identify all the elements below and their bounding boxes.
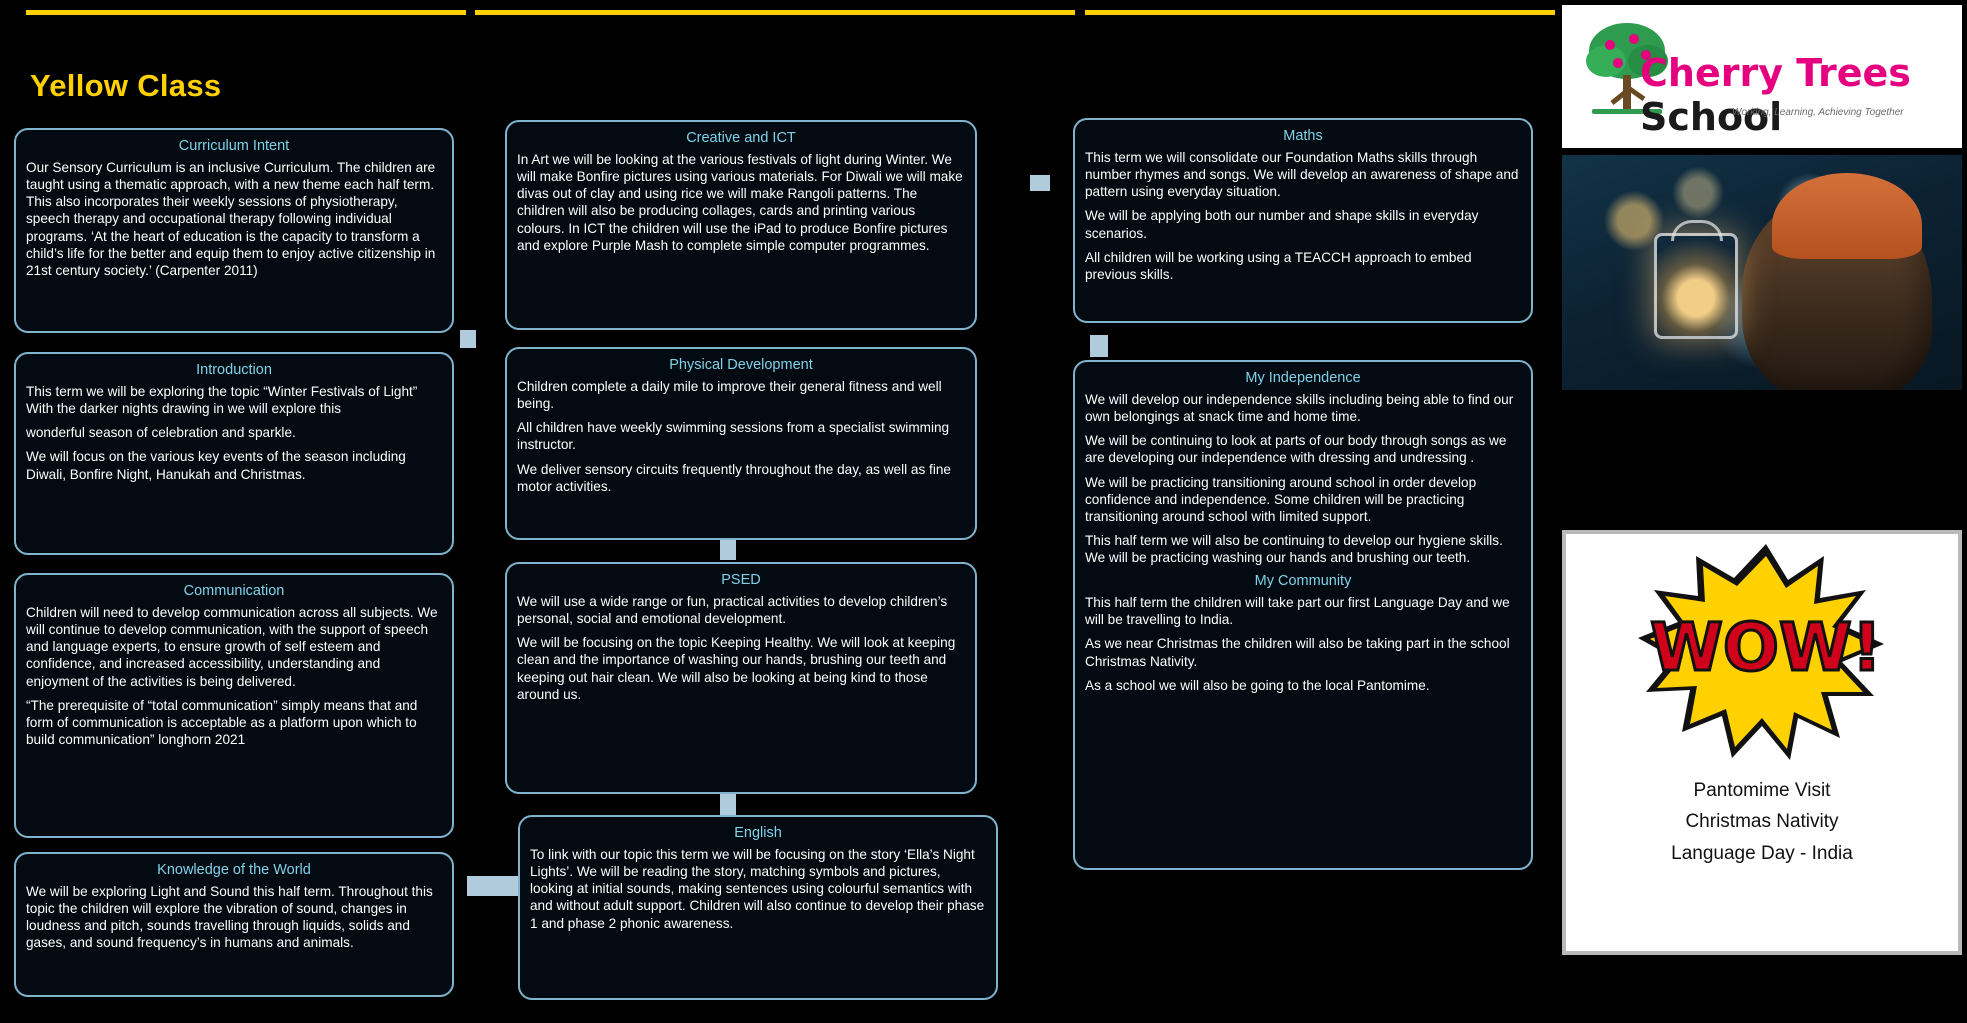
page-title: Yellow Class — [30, 68, 222, 103]
card-physical-development-header: Physical Development — [669, 357, 813, 373]
top-rule-right — [1085, 10, 1555, 15]
card-communication-header: Communication — [183, 583, 285, 599]
connector-psed-english — [720, 793, 736, 815]
card-physical-development — [505, 347, 977, 540]
card-my-community-text-1: This half term the children will take part our first Language Day and we will be travelling to India. — [1085, 595, 1510, 628]
card-communication — [14, 573, 454, 838]
card-english — [518, 815, 998, 1000]
card-creative-and-ict-text: In Art we will be looking at the various festivals of light during Winter. We will make Bonfire pictures using various materials. For Diwali we will make divas out of clay and using rice we will make Rangoli patterns. The children will also be producing collages, cards and printing various colours. In ICT the children will use the iPad to produce Bonfire pictures and explore Purple Mash to complete simple computer programmes. — [517, 152, 963, 253]
card-my-independence-text-1: We will develop our independence skills including being able to find our own belongings at snack time and home time. — [1085, 392, 1514, 425]
school-logo-text — [1640, 51, 1962, 139]
card-creative-and-ict-header: Creative and ICT — [686, 130, 796, 146]
logo-tagline: Working, Learning, Achieving Together — [1732, 107, 1904, 118]
card-introduction-text-2: wonderful season of celebration and sparkle. — [26, 425, 296, 441]
logo-word-cherry: Cherry — [1640, 51, 1783, 95]
card-my-independence — [1073, 360, 1533, 870]
wow-events-list — [1566, 769, 1958, 869]
card-maths-text-1: This term we will consolidate our Foundation Maths skills through number rhymes and songs. We will develop an awareness of shape and pattern using everyday situation. — [1085, 150, 1519, 200]
card-curriculum-intent-text: Our Sensory Curriculum is an inclusive Curriculum. The children are taught using a thematic approach, with a new theme each half term. This also incorporates their weekly sessions of physiotherapy, speech therapy and occupational therapy following individual programs. ‘At the heart of education is the capacity to transform a child’s life for the better and equip them to enjoy active citizenship in 21st century society.’ (Carpenter 2011) — [26, 160, 436, 278]
wow-events-panel — [1562, 530, 1962, 955]
card-communication-text-1: Children will need to develop communication across all subjects. We will continue to develop communication, with the support of speech and language experts, to ensure growth of self esteem and confidence, and increased accessibility, understanding and enjoyment of the activities is being delivered. — [26, 605, 438, 689]
card-introduction-header: Introduction — [196, 362, 272, 378]
top-rule-center — [475, 10, 1075, 15]
card-maths-text-2: We will be applying both our number and shape skills in everyday scenarios. — [1085, 208, 1479, 241]
card-introduction — [14, 352, 454, 555]
wow-event-3: Language Day - India — [1671, 842, 1853, 864]
card-my-independence-text-4: This half term we will also be continuing to develop our hygiene skills. We will be practicing washing our hands and brushing our teeth. — [1085, 532, 1503, 565]
logo-word-school: School — [1640, 95, 1783, 139]
card-maths — [1073, 118, 1533, 323]
card-my-community-header: My Community — [1254, 573, 1352, 590]
wow-event-1: Pantomime Visit — [1693, 780, 1831, 801]
card-my-independence-header: My Independence — [1245, 370, 1361, 386]
card-english-header: English — [734, 825, 782, 841]
card-maths-header: Maths — [1283, 128, 1323, 144]
top-rule-left — [26, 10, 466, 15]
card-introduction-text-3: We will focus on the various key events of the season including Diwali, Bonfire Night, Hanukah and Christmas. — [26, 449, 406, 482]
card-my-independence-text-3: We will be practicing transitioning around school in order develop confidence and independence. Some children will be practicing transitioning around school with limited support. — [1085, 474, 1477, 524]
connector-maths-independence — [1090, 335, 1108, 357]
photo-lantern — [1654, 233, 1738, 339]
card-curriculum-intent-header: Curriculum Intent — [178, 138, 290, 154]
wow-badge-icon — [1566, 534, 1966, 769]
card-knowledge-of-the-world-text: We will be exploring Light and Sound this half term. Throughout this topic the children will explore the vibration of sound, changes in loudness and pitch, sounds travelling through liquids, solids and gases, and sound frequency’s in humans and animals. — [26, 884, 433, 951]
card-psed-text-1: We will use a wide range or fun, practical activities to develop children’s personal, social and emotional development. — [517, 594, 948, 627]
card-maths-text-3: All children will be working using a TEACCH approach to embed previous skills. — [1085, 249, 1472, 282]
card-psed-text-2: We will be focusing on the topic Keeping Healthy. We will look at keeping clean and the importance of washing our hands, brushing our teeth and keeping out hair clean. We will also be looking at being kind to those around us. — [517, 635, 956, 702]
connector-maths-left — [1030, 175, 1050, 191]
svg-text:WOW!: WOW! — [1650, 609, 1882, 686]
card-my-community-text-3: As a school we will also be going to the local Pantomime. — [1085, 677, 1430, 693]
card-my-community-text-2: As we near Christmas the children will also be taking part in the school Christmas Nativity. — [1085, 636, 1510, 669]
card-physical-development-text-1: Children complete a daily mile to improve their general fitness and well being. — [517, 379, 942, 412]
card-psed — [505, 562, 977, 794]
card-creative-and-ict — [505, 120, 977, 330]
card-curriculum-intent — [14, 128, 454, 333]
card-knowledge-of-the-world-header: Knowledge of the World — [157, 862, 311, 878]
card-my-independence-text-2: We will be continuing to look at parts of our body through songs as we are developing our independence with dressing and undressing . — [1085, 433, 1507, 466]
wow-event-2: Christmas Nativity — [1685, 811, 1839, 833]
card-communication-text-2: “The prerequisite of “total communication” simply means that and form of communication is acceptable as a platform upon which to build communication” longhorn 2021 — [26, 697, 418, 747]
card-psed-header: PSED — [721, 572, 761, 588]
school-logo-panel — [1562, 5, 1962, 148]
winter-lantern-photo — [1562, 155, 1962, 390]
logo-word-trees: Trees — [1796, 51, 1911, 95]
card-physical-development-text-3: We deliver sensory circuits frequently throughout the day, as well as fine motor activities. — [517, 461, 951, 494]
connector-physical-psed — [720, 540, 736, 560]
card-english-text: To link with our topic this term we will be focusing on the story ‘Ella’s Night Lights’. We will be reading the story, matching symbols and pictures, looking at initial sounds, making sentences using colourful semantics with and without adult support. Children will also continue to develop their phase 1 and phase 2 phonic awareness. — [530, 847, 985, 931]
card-knowledge-of-the-world — [14, 852, 454, 997]
card-physical-development-text-2: All children have weekly swimming sessions from a specialist swimming instructor. — [517, 420, 950, 453]
card-introduction-text-1: This term we will be exploring the topic “Winter Festivals of Light” With the darker nights drawing in we will explore this — [26, 384, 418, 417]
connector-creative-physical — [460, 330, 476, 348]
